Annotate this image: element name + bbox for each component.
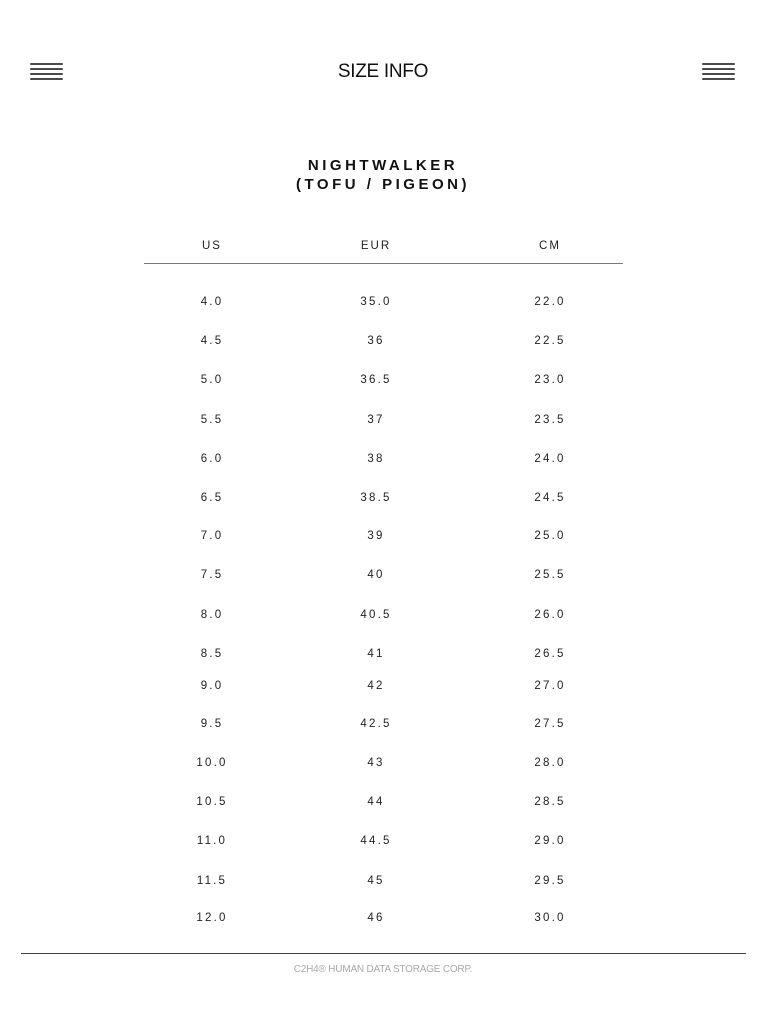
page-title: SIZE INFO bbox=[337, 61, 429, 82]
size-cell-us: 7.5 bbox=[200, 569, 224, 581]
size-cell-eur: 38.5 bbox=[360, 492, 392, 504]
size-cell-eur: 40.5 bbox=[360, 609, 392, 621]
size-cell-us: 9.5 bbox=[200, 718, 224, 730]
size-cell-eur: 36.5 bbox=[360, 374, 392, 386]
size-cell-eur: 37 bbox=[367, 414, 385, 426]
size-cell-eur: 43 bbox=[367, 757, 385, 769]
size-cell-cm: 28.0 bbox=[534, 757, 566, 769]
size-cell-us: 6.5 bbox=[200, 492, 224, 504]
size-cell-us: 9.0 bbox=[200, 680, 224, 692]
size-cell-eur: 42.5 bbox=[360, 718, 392, 730]
size-cell-cm: 25.5 bbox=[534, 569, 566, 581]
size-cell-eur: 39 bbox=[367, 530, 385, 542]
size-cell-us: 4.5 bbox=[200, 335, 224, 347]
size-cell-eur: 35.0 bbox=[360, 296, 392, 308]
size-cell-eur: 41 bbox=[367, 648, 385, 660]
size-cell-us: 10.0 bbox=[196, 757, 228, 769]
product-name-line1: NIGHTWALKER bbox=[307, 157, 459, 174]
size-cell-cm: 22.0 bbox=[534, 296, 566, 308]
footer-copyright: C2H4® HUMAN DATA STORAGE CORP. bbox=[293, 964, 473, 975]
size-cell-cm: 27.5 bbox=[534, 718, 566, 730]
size-cell-us: 5.5 bbox=[200, 414, 224, 426]
size-cell-cm: 25.0 bbox=[534, 530, 566, 542]
size-cell-cm: 27.0 bbox=[534, 680, 566, 692]
size-cell-us: 5.0 bbox=[200, 374, 224, 386]
size-cell-eur: 38 bbox=[367, 453, 385, 465]
product-name-line2: (TOFU / PIGEON) bbox=[296, 176, 470, 193]
size-cell-cm: 23.0 bbox=[534, 374, 566, 386]
size-cell-eur: 44 bbox=[367, 796, 385, 808]
size-cell-cm: 22.5 bbox=[534, 335, 566, 347]
size-cell-cm: 29.0 bbox=[534, 835, 566, 847]
size-cell-cm: 24.5 bbox=[534, 492, 566, 504]
size-cell-us: 8.5 bbox=[200, 648, 224, 660]
product-name bbox=[0, 156, 766, 194]
size-cell-us: 11.0 bbox=[196, 835, 228, 847]
size-cell-cm: 23.5 bbox=[534, 414, 566, 426]
size-cell-cm: 26.0 bbox=[534, 609, 566, 621]
size-cell-us: 6.0 bbox=[200, 453, 224, 465]
column-header-eur: EUR bbox=[360, 240, 392, 252]
column-header-cm: CM bbox=[539, 240, 561, 252]
size-cell-us: 10.5 bbox=[196, 796, 228, 808]
size-cell-us: 7.0 bbox=[200, 530, 224, 542]
size-cell-cm: 28.5 bbox=[534, 796, 566, 808]
footer-divider bbox=[21, 953, 746, 954]
column-header-us: US bbox=[202, 240, 222, 252]
size-cell-cm: 26.5 bbox=[534, 648, 566, 660]
size-cell-eur: 36 bbox=[367, 335, 385, 347]
size-cell-eur: 44.5 bbox=[360, 835, 392, 847]
size-cell-us: 8.0 bbox=[200, 609, 224, 621]
size-cell-us: 12.0 bbox=[196, 912, 228, 924]
size-cell-eur: 42 bbox=[367, 680, 385, 692]
size-cell-us: 4.0 bbox=[200, 296, 224, 308]
size-cell-cm: 29.5 bbox=[534, 875, 566, 887]
size-cell-cm: 24.0 bbox=[534, 453, 566, 465]
header-divider bbox=[144, 263, 623, 264]
size-cell-cm: 30.0 bbox=[534, 912, 566, 924]
size-cell-us: 11.5 bbox=[196, 875, 228, 887]
size-cell-eur: 46 bbox=[367, 912, 385, 924]
size-cell-eur: 45 bbox=[367, 875, 385, 887]
size-cell-eur: 40 bbox=[367, 569, 385, 581]
